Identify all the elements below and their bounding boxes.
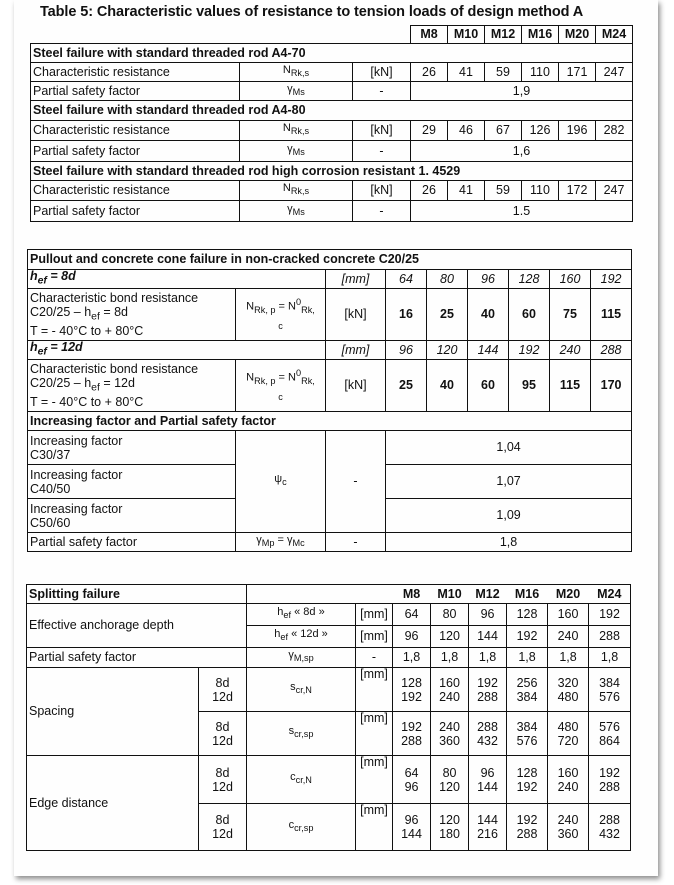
value-cell: 110 [522,63,559,82]
value-cell: 64 [386,270,427,289]
unit: - [353,82,411,101]
value-cell: 320 480 [548,668,589,712]
value-cell: 120 [427,341,468,360]
value-cell: 247 [596,63,633,82]
hef-12d-label: $h_{ef} = 12d$ [28,341,326,360]
symbol-nrkp: $N_{Rk, p} = N^0_{Rk,}$ $_c$ [236,360,326,412]
value-cell: 144 216 [469,804,507,851]
value-cell: 1,04 [386,431,632,465]
col-header-m16: M16 [507,585,548,604]
symbol-gamma-mp: $\gamma_{Mp} = \gamma_{Mc}$ [236,533,326,552]
value-cell: 1.5 [411,201,633,222]
col-header-m12: M12 [485,26,522,44]
value-cell: 247 [596,181,633,201]
row-label: Characteristic resistance [31,181,240,201]
value-cell: 25 [427,289,468,341]
value-cell: 1,8 [431,648,469,668]
value-cell: 40 [468,289,509,341]
col-header-m10: M10 [448,26,485,44]
symbol-nrkp: $N_{Rk, p} = N^0_{Rk,}$ $_c$ [236,289,326,341]
value-cell: 128 192 [507,756,548,804]
value-cell: 196 [559,121,596,141]
value-cell: 160 [548,604,589,626]
value-cell: 64 [393,604,431,626]
value-cell: 95 [509,360,550,412]
value-cell: 192 288 [393,712,431,756]
depth-label: 8d 12d [199,804,247,851]
value-cell: 1,09 [386,499,632,533]
col-header-m8: M8 [411,26,448,44]
col-header-m24: M24 [589,585,631,604]
depth-label: 8d 12d [199,712,247,756]
symbol-ccr-n: $c_{cr,N}$ [247,756,356,804]
value-cell: 576 864 [589,712,631,756]
value-cell: 384 576 [507,712,548,756]
value-cell: 1,9 [411,82,633,101]
value-cell: 41 [448,63,485,82]
unit: [mm] [356,712,393,756]
value-cell: 46 [448,121,485,141]
value-cell: 80 [431,604,469,626]
symbol-nrks: $N_{Rk,s}$ [240,63,353,82]
row-label: Increasing factor C30/37 [28,431,236,465]
value-cell: 240 [550,341,591,360]
unit: - [356,648,393,668]
value-cell: 29 [411,121,448,141]
value-cell: 1,8 [393,648,431,668]
unit: - [326,533,386,552]
value-cell: 160 [550,270,591,289]
value-cell: 128 192 [393,668,431,712]
value-cell: 96 144 [469,756,507,804]
symbol-scr-sp: $s_{cr,sp}$ [247,712,356,756]
value-cell: 115 [550,360,591,412]
row-label: Partial safety factor [31,201,240,222]
unit: [mm] [356,626,393,648]
section-header-hcr: Steel failure with standard threaded rod high corrosion resistant 1. 4529 [31,162,633,181]
row-label-spacing: Spacing [27,668,199,756]
value-cell: 126 [522,121,559,141]
symbol-nrks: $N_{Rk,s}$ [240,121,353,141]
value-cell: 75 [550,289,591,341]
row-label: Partial safety factor [31,141,240,162]
value-cell: 288 432 [589,804,631,851]
value-cell: 59 [485,181,522,201]
row-label: Increasing factor C40/50 [28,465,236,499]
value-cell: 192 [507,626,548,648]
value-cell: 1,8 [386,533,632,552]
row-label: Characteristic resistance [31,63,240,82]
unit: - [353,141,411,162]
unit: [mm] [326,341,386,360]
splitting-table [26,584,631,851]
value-cell: 96 [469,604,507,626]
unit: [mm] [356,668,393,712]
value-cell: 192 [591,270,632,289]
hef-8d-label: $h_{ef} = 8d$ [28,270,326,289]
value-cell: 282 [596,121,633,141]
col-header-m12: M12 [469,585,507,604]
value-cell: 171 [559,63,596,82]
value-cell: 1,8 [469,648,507,668]
value-cell: 64 96 [393,756,431,804]
section-header-pullout: Pullout and concrete cone failure in non-cracked concrete C20/25 [28,250,632,270]
depth-label: 8d 12d [199,668,247,712]
unit: - [353,201,411,222]
value-cell: 1,8 [589,648,631,668]
value-cell: 480 720 [548,712,589,756]
row-label: Partial safety factor [31,82,240,101]
value-cell: 96 [393,626,431,648]
value-cell: 1,8 [548,648,589,668]
value-cell: 41 [448,181,485,201]
value-cell: 1,07 [386,465,632,499]
value-cell: 60 [509,289,550,341]
symbol-gamma-msp: $\gamma_{M,sp}$ [247,648,356,668]
bond-resistance-12d-label: Characteristic bond resistance $C20/25 - h_{ef} = 12d$ T = - 40°C to + 80°C [28,360,236,412]
value-cell: 115 [591,289,632,341]
value-cell: 192 [509,341,550,360]
unit: [mm] [356,756,393,804]
value-cell: 256 384 [507,668,548,712]
symbol-hef-8d: $h_{ef}$ « 8d » [247,604,356,626]
col-header-m20: M20 [548,585,589,604]
value-cell: 96 [386,341,427,360]
symbol-ccr-sp: $c_{cr,sp}$ [247,804,356,851]
value-cell: 240 [548,626,589,648]
value-cell: 192 288 [469,668,507,712]
unit: [kN] [353,121,411,141]
value-cell: 110 [522,181,559,201]
section-header-splitting: Splitting failure [27,585,247,604]
value-cell: 192 [589,604,631,626]
value-cell: 160 240 [548,756,589,804]
table-title: Table 5: Characteristic values of resistance to tension loads of design method A [40,4,584,20]
value-cell: 67 [485,121,522,141]
symbol-gamma-ms: $\gamma_{Ms}$ [240,141,353,162]
value-cell: 144 [469,626,507,648]
unit: [mm] [356,804,393,851]
value-cell: 288 [589,626,631,648]
row-label: Partial safety factor [27,648,247,668]
value-cell: 26 [411,63,448,82]
unit: [kN] [326,289,386,341]
col-header-m8: M8 [393,585,431,604]
symbol-gamma-ms: $\gamma_{Ms}$ [240,201,353,222]
value-cell: 59 [485,63,522,82]
value-cell: 80 120 [431,756,469,804]
value-cell: 192 288 [507,804,548,851]
symbol-hef-12d: $h_{ef}$ « 12d » [247,626,356,648]
value-cell: 1,8 [507,648,548,668]
value-cell: 288 [591,341,632,360]
row-label-edge-distance: Edge distance [27,756,199,851]
value-cell: 160 240 [431,668,469,712]
symbol-scr-n: $s_{cr,N}$ [247,668,356,712]
col-header-m16: M16 [522,26,559,44]
symbol-psi-c: $\psi_c$ [236,431,326,533]
pullout-table [27,249,632,552]
value-cell: 96 [468,270,509,289]
value-cell: 144 [468,341,509,360]
unit: [mm] [326,270,386,289]
unit: [kN] [353,181,411,201]
value-cell: 40 [427,360,468,412]
value-cell: 120 [431,626,469,648]
value-cell: 384 576 [589,668,631,712]
value-cell: 288 432 [469,712,507,756]
value-cell: 80 [427,270,468,289]
unit: [kN] [353,63,411,82]
row-label: Characteristic resistance [31,121,240,141]
value-cell: 170 [591,360,632,412]
value-cell: 120 180 [431,804,469,851]
col-header-m20: M20 [559,26,596,44]
value-cell: 1,6 [411,141,633,162]
row-label-eff-depth: Effective anchorage depth [27,604,247,648]
value-cell: 128 [509,270,550,289]
value-cell: 25 [386,360,427,412]
value-cell: 240 360 [548,804,589,851]
unit: [kN] [326,360,386,412]
col-header-m24: M24 [596,26,633,44]
value-cell: 26 [411,181,448,201]
row-label: Partial safety factor [28,533,236,552]
value-cell: 172 [559,181,596,201]
unit: - [326,431,386,533]
unit: [mm] [356,604,393,626]
section-header-a480: Steel failure with standard threaded rod A4-80 [31,101,633,121]
depth-label: 8d 12d [199,756,247,804]
symbol-nrks: $N_{Rk,s}$ [240,181,353,201]
value-cell: 96 144 [393,804,431,851]
steel-failure-table [30,25,633,222]
bond-resistance-8d-label: Characteristic bond resistance $C20/25 - h_{ef} = 8d$ T = - 40°C to + 80°C [28,289,236,341]
value-cell: 192 288 [589,756,631,804]
col-header-m10: M10 [431,585,469,604]
value-cell: 60 [468,360,509,412]
row-label: Increasing factor C50/60 [28,499,236,533]
value-cell: 128 [507,604,548,626]
section-header-increasing: Increasing factor and Partial safety factor [28,412,632,431]
section-header-a470: Steel failure with standard threaded rod A4-70 [31,44,633,63]
value-cell: 16 [386,289,427,341]
symbol-gamma-ms: $\gamma_{Ms}$ [240,82,353,101]
value-cell: 240 360 [431,712,469,756]
